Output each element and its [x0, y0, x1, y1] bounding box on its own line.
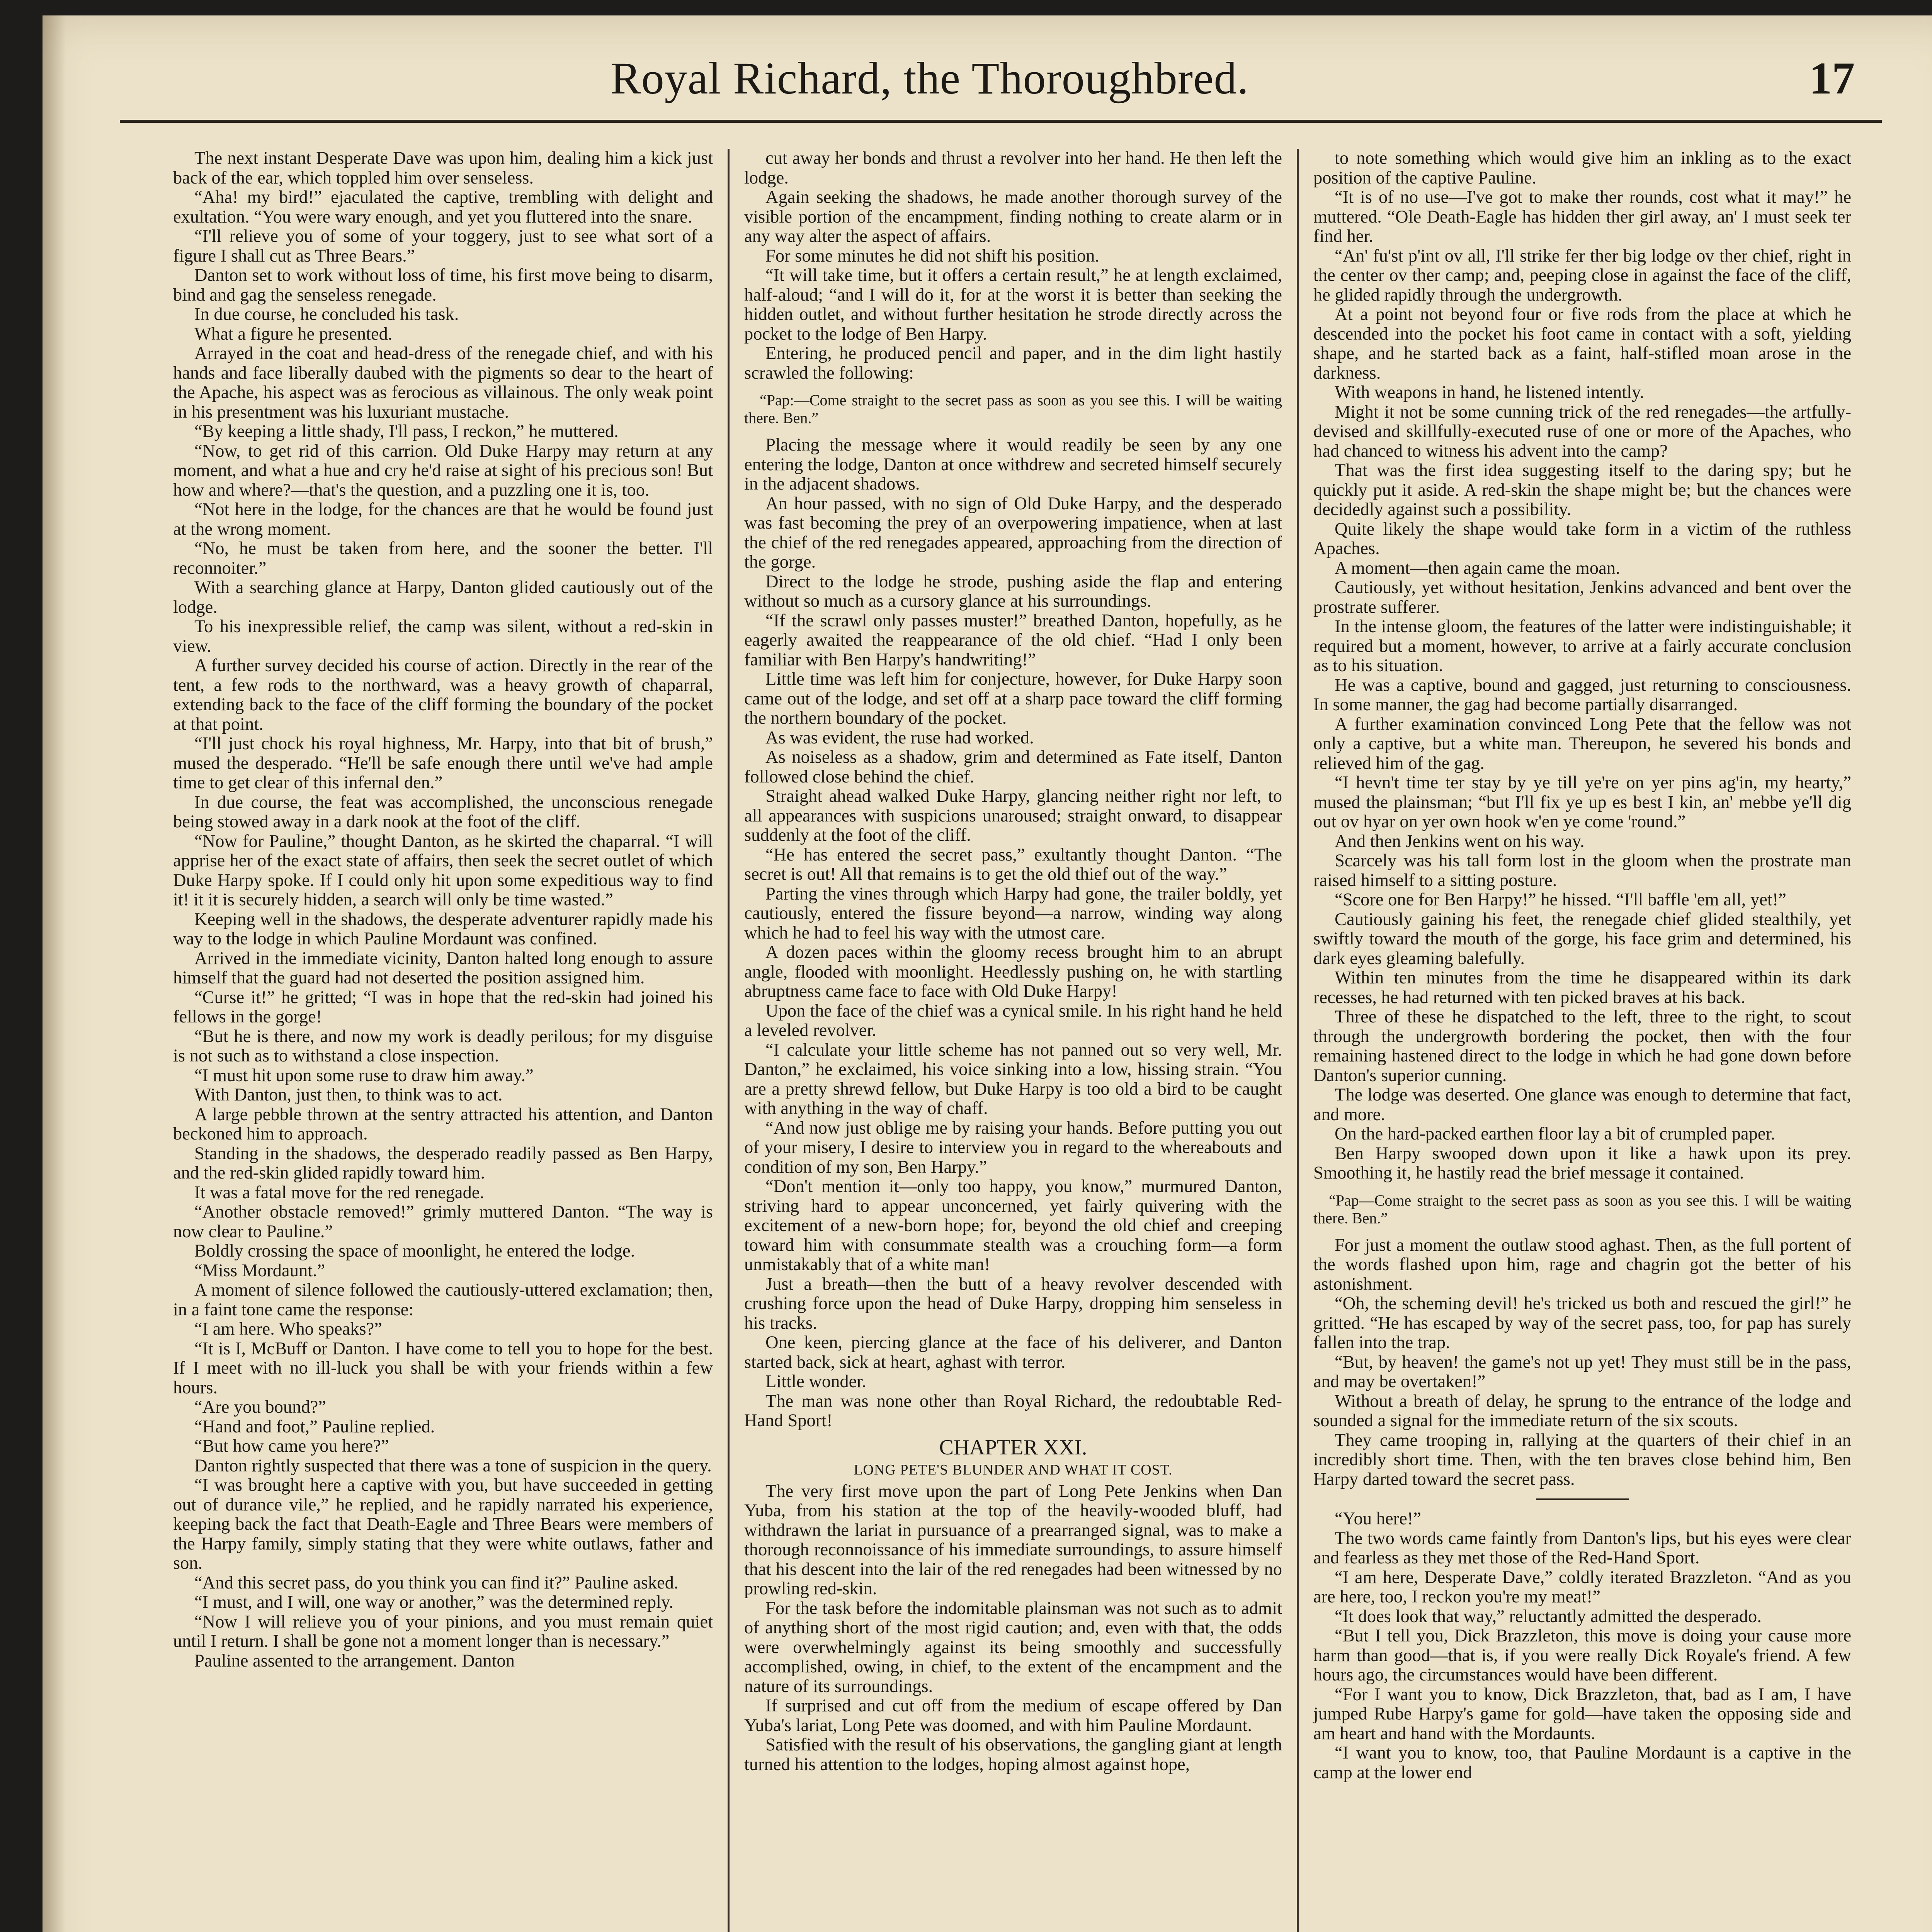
page-number: 17	[1809, 53, 1855, 104]
paragraph: Little time was left him for conjecture, however, for Duke Harpy soon came out of the lodge, and set off at a sharp pace toward the cliff forming the northern boundary of the pocket.	[744, 669, 1282, 728]
paragraph: “It will take time, but it offers a certain result,” he at length exclaimed, half-aloud; “and I will do it, for at the worst it is better than seeking the hidden outlet, and without further hesitation he strode directly across the pocket to the lodge of Ben Harpy.	[744, 265, 1282, 344]
paragraph: Boldly crossing the space of moonlight, he entered the lodge.	[194, 1241, 635, 1261]
chapter-subtitle: LONG PETE'S BLUNDER AND WHAT IT COST.	[854, 1461, 1173, 1478]
chapter-title: CHAPTER XXI.	[939, 1435, 1087, 1459]
paragraph: “If the scrawl only passes muster!” breathed Danton, hopefully, as he eagerly awaited the reappearance of the old chief. “Had I only been familiar with Ben Harpy's handwriting!”	[744, 611, 1282, 670]
paragraph: A further examination convinced Long Pete that the fellow was not only a captive, but a white man. Thereupon, he severed his bonds and relieved him of the gag.	[1313, 714, 1851, 773]
paragraph: Ben Harpy swooped down upon it like a hawk upon its prey. Smoothing it, he hastily read the brief message it contained.	[1313, 1143, 1851, 1183]
paragraph: A large pebble thrown at the sentry attracted his attention, and Danton beckoned him to approach.	[173, 1104, 713, 1144]
paragraph: Without a breath of delay, he sprung to the entrance of the lodge and sounded a signal for the immediate return of the six scouts.	[1313, 1391, 1851, 1430]
page-spine-shadow	[43, 15, 66, 1932]
paragraph: With Danton, just then, to think was to act.	[194, 1085, 503, 1105]
paragraph: If surprised and cut off from the medium of escape offered by Dan Yuba's lariat, Long Pete was doomed, and with him Pauline Mordaunt.	[744, 1696, 1282, 1735]
paragraph: “He has entered the secret pass,” exultantly thought Danton. “The secret is out! All that remains is to get the old thief out of the way.”	[744, 845, 1282, 884]
paragraph: And then Jenkins went on his way.	[1335, 831, 1585, 851]
paragraph: “I'll just chock his royal highness, Mr. Harpy, into that bit of brush,” mused the desperado. “He'll be safe enough there until we've had ample time to get clear of this infernal den.”	[173, 734, 713, 793]
paragraph: Upon the face of the chief was a cynical smile. In his right hand he held a leveled revolver.	[744, 1001, 1282, 1040]
paragraph: A moment of silence followed the cautiously-uttered exclamation; then, in a faint tone came the response:	[173, 1280, 713, 1320]
paragraph: Straight ahead walked Duke Harpy, glancing neither right nor left, to all appearances with suspicions unaroused; straight onward, to disappear suddenly at the foot of the cliff.	[744, 786, 1282, 845]
paragraph: As was evident, the ruse had worked.	[765, 728, 1034, 748]
paragraph: “Are you bound?”	[194, 1397, 326, 1417]
paragraph: In the intense gloom, the features of the latter were indistinguishable; it required but a moment, however, to arrive at a fairly accurate conclusion as to his situation.	[1313, 617, 1851, 675]
column-3	[1297, 149, 1866, 1932]
paragraph: The very first move upon the part of Long Pete Jenkins when Dan Yuba, from his station at the top of the heavily-wooded bluff, had withdrawn the lariat in pursuance of a prearranged signal, was to make a thorough reconnoissance of his immediate surroundings, to assure himself that his descent into the lair of the red renegades had been witnessed by no prowling red-skin.	[744, 1481, 1282, 1599]
paragraph: Satisfied with the result of his observations, the gangling giant at length turned his attention to the lodges, hoping almost against hope,	[744, 1735, 1282, 1774]
paragraph: Placing the message where it would readily be seen by any one entering the lodge, Danton at once withdrew and secreted himself securely in the adjacent shadows.	[744, 435, 1282, 494]
paragraph: “I'll relieve you of some of your toggery, just to see what sort of a figure I shall cut as Three Bears.”	[173, 226, 713, 266]
paragraph: With a searching glance at Harpy, Danton glided cautiously out of the lodge.	[173, 578, 713, 617]
paragraph: “By keeping a little shady, I'll pass, I reckon,” he muttered.	[194, 422, 619, 441]
paragraph: “Don't mention it—only too happy, you know,” murmured Danton, striving hard to appear unconcerned, yet fairly quivering with the excitement of a new-born hope; for, beyond the old chief and creeping toward him with consummate stealth was a crouching form—a form unmistakably that of a white man!	[744, 1177, 1282, 1274]
paragraph: Cautiously, yet without hesitation, Jenkins advanced and bent over the prostrate sufferer.	[1313, 578, 1851, 617]
paragraph: to note something which would give him an inkling as to the exact position of the captive Pauline.	[1313, 149, 1851, 188]
paragraph: Danton set to work without loss of time, his first move being to disarm, bind and gag the senseless renegade.	[173, 265, 713, 305]
section-divider	[1536, 1498, 1629, 1500]
paragraph: Pauline assented to the arrangement. Danton	[194, 1651, 515, 1671]
paragraph: “Now, to get rid of this carrion. Old Duke Harpy may return at any moment, and what a hue and cry he'd raise at sight of his precious son! But how and where?—that's the question, and a puzzling one it is, too.	[173, 441, 713, 500]
paragraph: Direct to the lodge he strode, pushing aside the flap and entering without so much as a cursory glance at his surroundings.	[744, 571, 1282, 611]
paragraph: “I must, and I will, one way or another,” was the determined reply.	[194, 1592, 673, 1612]
paragraph: In due course, he concluded his task.	[194, 304, 459, 324]
paragraph: At a point not beyond four or five rods from the place at which he descended into the pocket his foot came in contact with a soft, yielding shape, and he started back as a faint, half-stifled moan arose in the darkness.	[1313, 304, 1851, 383]
column-1	[158, 149, 728, 1932]
paragraph: “It is I, McBuff or Danton. I have come to tell you to hope for the best. If I meet with no ill-luck you shall be with your friends within a few hours.	[173, 1338, 713, 1398]
column-2	[728, 149, 1297, 1932]
scrawled-note: “Pap:—Come straight to the secret pass as soon as you see this. I will be waiting there. Ben.”	[744, 391, 1282, 427]
paragraph: “I calculate your little scheme has not panned out so very well, Mr. Danton,” he exclaimed, his voice sinking into a low, hissing strain. “You are a pretty shrewd fellow, but Duke Harpy is too old a bird to be caught with anything in the way of chaff.	[744, 1040, 1282, 1118]
paragraph: Might it not be some cunning trick of the red renegades—the artfully-devised and skillfully-executed ruse of one or more of the Apaches, who had chanced to witness his advent into the camp?	[1313, 402, 1851, 461]
paragraph: For some minutes he did not shift his position.	[765, 246, 1100, 266]
paragraph: Danton rightly suspected that there was a tone of suspicion in the query.	[194, 1456, 712, 1476]
paragraph: Little wonder.	[765, 1372, 866, 1391]
running-title: Royal Richard, the Thoroughbred.	[611, 53, 1249, 104]
paragraph: The two words came faintly from Danton's lips, but his eyes were clear and fearless as they met those of the Red-Hand Sport.	[1313, 1528, 1851, 1568]
paragraph: “But how came you here?”	[194, 1436, 389, 1456]
newspaper-page	[43, 15, 1932, 1932]
paragraph: Parting the vines through which Harpy had gone, the trailer boldly, yet cautiously, entered the fissure beyond—a narrow, winding way along which he had to feel his way with the utmost care.	[744, 884, 1282, 943]
paragraph: The lodge was deserted. One glance was enough to determine that fact, and more.	[1313, 1085, 1851, 1124]
paragraph: “Aha! my bird!” ejaculated the captive, trembling with delight and exultation. “You were wary enough, and yet you fluttered into the snare.	[173, 187, 713, 227]
paragraph: A dozen paces within the gloomy recess brought him to an abrupt angle, flooded with moonlight. Heedlessly pushing on, he with startling abruptness came face to face with Old Duke Harpy!	[744, 942, 1282, 1001]
paragraph: That was the first idea suggesting itself to the daring spy; but he quickly put it aside. A red-skin the shape might be; but the chances were decidedly against such a possibility.	[1313, 461, 1851, 519]
paragraph: With weapons in hand, he listened intently.	[1335, 383, 1644, 402]
paragraph: Quite likely the shape would take form in a victim of the ruthless Apaches.	[1313, 519, 1851, 558]
paragraph: “Oh, the scheming devil! he's tricked us both and rescued the girl!” he gritted. “He has escaped by way of the secret pass, too, for pap has surely fallen into the trap.	[1313, 1294, 1851, 1352]
paragraph: Arrived in the immediate vicinity, Danton halted long enough to assure himself that the guard had not deserted the position assigned him.	[173, 948, 713, 988]
paragraph: “For I want you to know, Dick Brazzleton, that, bad as I am, I have jumped Rube Harpy's game for gold—have taken the opposing side and am heart and hand with the Mordaunts.	[1313, 1684, 1851, 1743]
paragraph: A further survey decided his course of action. Directly in the rear of the tent, a few rods to the northward, was a heavy growth of chaparral, extending back to the face of the cliff forming the boundary of the pocket at that point.	[173, 656, 713, 734]
paragraph: “Another obstacle removed!” grimly muttered Danton. “The way is now clear to Pauline.”	[173, 1202, 713, 1242]
paragraph: “I am here, Desperate Dave,” coldly iterated Brazzleton. “And as you are here, too, I reckon you're my meat!”	[1313, 1567, 1851, 1607]
paragraph: Cautiously gaining his feet, the renegade chief glided stealthily, yet swiftly toward the mouth of the gorge, his face grim and determined, his dark eyes gleaming balefully.	[1313, 909, 1851, 968]
paragraph: “Miss Mordaunt.”	[194, 1260, 325, 1281]
paragraph: “Now for Pauline,” thought Danton, as he skirted the chaparral. “I will apprise her of the exact state of affairs, then seek the secret outlet of which Duke Harpy spoke. If I could only hit upon some expeditious way to find it! it it is securely hidden, a search will only be time wasted.”	[173, 831, 713, 910]
paragraph: Standing in the shadows, the desperado readily passed as Ben Harpy, and the red-skin glided rapidly toward him.	[173, 1143, 713, 1183]
paragraph: “Curse it!” he gritted; “I was in hope that the red-skin had joined his fellows in the gorge!	[173, 987, 713, 1027]
paragraph: For just a moment the outlaw stood aghast. Then, as the full portent of the words flashed upon him, rage and chagrin got the better of his astonishment.	[1313, 1235, 1851, 1294]
paragraph: “I was brought here a captive with you, but have succeeded in getting out of durance vile,” he replied, and he rapidly narrated his experience, keeping back the fact that Death-Eagle and Three Bears were members of the Harpy family, simply stating that they were white outlaws, father and son.	[173, 1475, 713, 1573]
paragraph: “You here!”	[1335, 1509, 1421, 1529]
paragraph: Three of these he dispatched to the left, three to the right, to scout through the undergrowth bordering the pocket, then with the four remaining hastened direct to the lodge in which he had gone down before Danton's superior cunning.	[1313, 1007, 1851, 1085]
paragraph: Within ten minutes from the time he disappeared within its dark recesses, he had returned with ten picked braves at his back.	[1313, 968, 1851, 1007]
paragraph: To his inexpressible relief, the camp was silent, without a red-skin in view.	[173, 617, 713, 656]
paragraph: Again seeking the shadows, he made another thorough survey of the visible portion of the encampment, finding nothing to create alarm or in any way alter the aspect of affairs.	[744, 187, 1282, 246]
paragraph: In due course, the feat was accomplished, the unconscious renegade being stowed away in a dark nook at the foot of the cliff.	[173, 792, 713, 832]
paragraph: Arrayed in the coat and head-dress of the renegade chief, and with his hands and face liberally daubed with the pigments so dear to the heart of the Apache, his aspect was as ferocious as villainous. The only weak point in his presentment was his luxuriant mustache.	[173, 344, 713, 422]
paragraph: “But, by heaven! the game's not up yet! They must still be in the pass, and may be overtaken!”	[1313, 1352, 1851, 1391]
paragraph: They came trooping in, rallying at the quarters of their chief in an incredibly short time. Then, with the ten braves close behind him, Ben Harpy darted toward the secret pass.	[1313, 1430, 1851, 1489]
paragraph: “I must hit upon some ruse to draw him away.”	[194, 1065, 534, 1085]
paragraph: Just a breath—then the butt of a heavy revolver descended with crushing force upon the head of Duke Harpy, dropping him senseless in his tracks.	[744, 1274, 1282, 1333]
paragraph: “No, he must be taken from here, and the sooner the better. I'll reconnoiter.”	[173, 539, 713, 578]
paragraph: It was a fatal move for the red renegade.	[194, 1182, 485, 1202]
paragraph: Entering, he produced pencil and paper, and in the dim light hastily scrawled the following:	[744, 344, 1282, 383]
paragraph: “I want you to know, too, that Pauline Mordaunt is a captive in the camp at the lower end	[1313, 1743, 1851, 1782]
paragraph: As noiseless as a shadow, grim and determined as Fate itself, Danton followed close behind the chief.	[744, 747, 1282, 787]
paragraph: One keen, piercing glance at the face of his deliverer, and Danton started back, sick at heart, aghast with terror.	[744, 1333, 1282, 1372]
paragraph: cut away her bonds and thrust a revolver into her hand. He then left the lodge.	[744, 149, 1282, 188]
header-rule	[120, 120, 1882, 123]
paragraph: He was a captive, bound and gagged, just returning to consciousness. In some manner, the gag had become partially disarranged.	[1313, 675, 1851, 714]
scrawled-note: “Pap—Come straight to the secret pass as soon as you see this. I will be waiting there. Ben.”	[1313, 1191, 1851, 1227]
paragraph: “Hand and foot,” Pauline replied.	[194, 1417, 435, 1437]
paragraph: “I hevn't time ter stay by ye till ye're on yer pins ag'in, my hearty,” mused the plainsman; “but I'll fix ye up es best I kin, an' mebbe ye'll dig out ov hyar on yer own hook w'en ye come 'round.”	[1313, 773, 1851, 832]
paragraph: “And this secret pass, do you think you can find it?” Pauline asked.	[194, 1573, 679, 1593]
paragraph: “But he is there, and now my work is deadly perilous; for my disguise is not such as to withstand a close inspection.	[173, 1026, 713, 1066]
paragraph: “Not here in the lodge, for the chances are that he would be found just at the wrong moment.	[173, 500, 713, 539]
paragraph: “An' fu'st p'int ov all, I'll strike fer ther big lodge ov ther chief, right in the center ov ther camp; and, peeping close in against the face of the cliff, he glided rapidly through the undergrowth.	[1313, 246, 1851, 305]
paragraph: “Score one for Ben Harpy!” he hissed. “I'll baffle 'em all, yet!”	[1335, 890, 1786, 910]
paragraph: The man was none other than Royal Richard, the redoubtable Red-Hand Sport!	[744, 1391, 1282, 1430]
paragraph: The next instant Desperate Dave was upon him, dealing him a kick just back of the ear, which toppled him over senseless.	[173, 149, 713, 188]
paragraph: “I am here. Who speaks?”	[194, 1319, 382, 1339]
paragraph: “Now I will relieve you of your pinions, and you must remain quiet until I return. I shall be gone not a moment longer than is necessary.”	[173, 1612, 713, 1651]
paragraph: Scarcely was his tall form lost in the gloom when the prostrate man raised himself to a sitting posture.	[1313, 851, 1851, 890]
paragraph: “But I tell you, Dick Brazzleton, this move is doing your cause more harm than good—that is, if you were really Dick Royale's friend. A few hours ago, the circumstances would have been different.	[1313, 1626, 1851, 1685]
paragraph: “It is of no use—I've got to make ther rounds, cost what it may!” he muttered. “Ole Death-Eagle has hidden ther girl away, an' I must seek ter find her.	[1313, 187, 1851, 246]
paragraph: What a figure he presented.	[194, 324, 393, 344]
paragraph: On the hard-packed earthen floor lay a bit of crumpled paper.	[1335, 1124, 1776, 1144]
paragraph: For the task before the indomitable plainsman was not such as to admit of anything short of the most rigid caution; and, even with that, the odds were overwhelmingly against its being smoothly and successfully accomplished, owing, in chief, to the extent of the encampment and the nature of its surroundings.	[744, 1598, 1282, 1696]
paragraph: A moment—then again came the moan.	[1335, 558, 1620, 578]
paragraph: Keeping well in the shadows, the desperate adventurer rapidly made his way to the lodge in which Pauline Mordaunt was confined.	[173, 909, 713, 949]
paragraph: “And now just oblige me by raising your hands. Before putting you out of your misery, I desire to interview you in regard to the whereabouts and condition of my son, Ben Harpy.”	[744, 1118, 1282, 1177]
paragraph: “It does look that way,” reluctantly admitted the desperado.	[1335, 1606, 1762, 1626]
paragraph: An hour passed, with no sign of Old Duke Harpy, and the desperado was fast becoming the prey of an overpowering impatience, when at last the chief of the red renegades appeared, approaching from the direction of the gorge.	[744, 493, 1282, 572]
text-columns	[158, 149, 1866, 1932]
